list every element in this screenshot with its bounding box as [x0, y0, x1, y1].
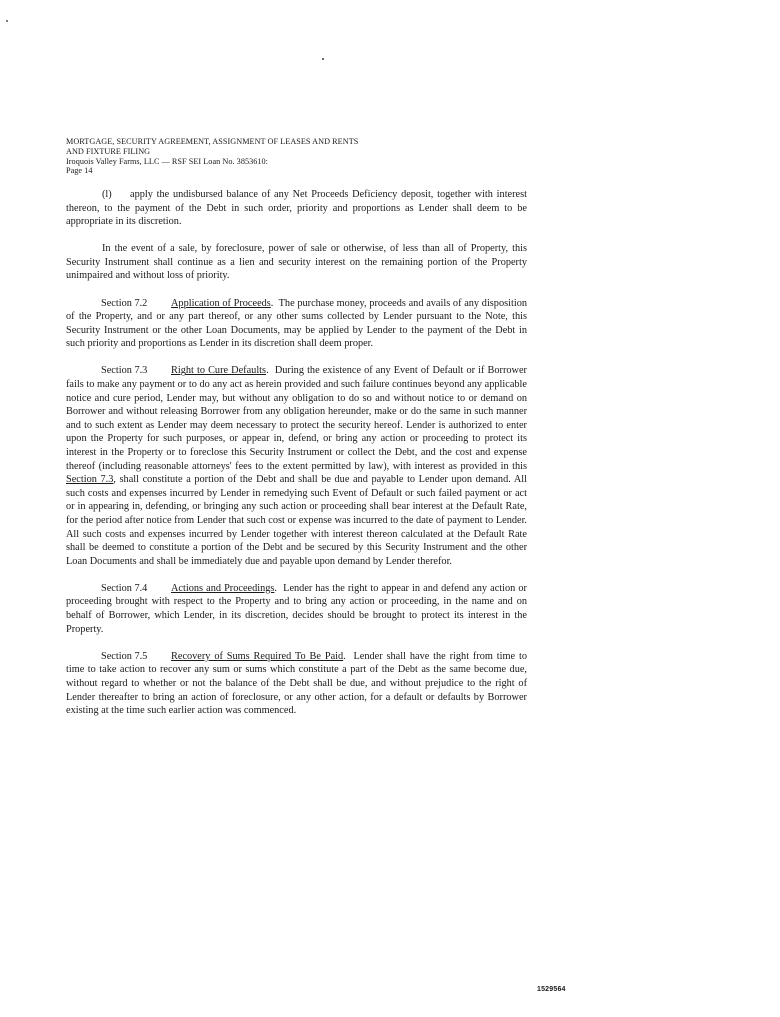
header-page-number: Page 14	[66, 166, 93, 176]
document-header	[66, 137, 536, 176]
section-cross-reference: Section 7.3	[66, 474, 114, 486]
scan-speck	[322, 58, 324, 60]
header-title-line2: AND FIXTURE FILING	[66, 146, 151, 156]
item-marker: (l)	[102, 189, 112, 200]
sale-paragraph-text: In the event of a sale, by foreclosure, power of sale or otherwise, of less than all of Property, this Security Instrument shall continue as a lien and security interest on the remaining portion of the Property unimpaired and without loss of priority.	[66, 243, 527, 282]
header-loan-line: Iroquois Valley Farms, LLC — RSF SEI Loan No. 3853610:	[66, 156, 269, 166]
section-7-3: Section 7.3 Right to Cure Defaults. During the existence of any Event of Default or if Borrower fails to make any payment or to do any act as herein provided and such failure continues beyond any applicable notice and cure period, Lender may, but without any obligation to do so and without notice to or demand on Borrower and without releasing Borrower from any obligation hereunder, make or do the same in such manner and to such extent as Lender may deem necessary to protect the security hereof. Lender is authorized to enter upon the Property for such purposes, or appear in, defend, or bring any action or proceeding to protect its interest in the Property or to foreclose this Security Instrument or collect the Debt, and the cost and expense thereof (including reasonable attorneys' fees to the extent permitted by law), with interest as provided in this Section 7.3, shall constitute a portion of the Debt and shall be due and payable to Lender upon demand. All such costs and expenses incurred by Lender in remedying such Event of Default or such failed payment or act or in appearing in, defending, or bringing any such action or proceeding shall bear interest at the Default Rate, for the period after notice from Lender that such cost or expense was incurred to the date of payment to Lender. All such costs and expenses incurred by Lender together with interest thereon calculated at the Default Rate shall be deemed to constitute a portion of the Debt and be secured by this Security Instrument and the other Loan Documents and shall be immediately due and payable upon demand by Lender therefor.	[66, 365, 527, 567]
scan-speck	[6, 20, 8, 22]
section-number: Section 7.2	[101, 297, 148, 309]
section-number: Section 7.4	[101, 582, 148, 594]
section-text: The purchase money, proceeds and avails of any disposition of the Property, and or any part thereof, or any other sums collected by Lender pursuant to the Note, this Security Instrument or the other Loan Documents, may be applied by Lender to the payment of the Debt in such priority and proportions as Lender in its discretion shall deem proper.	[66, 297, 527, 350]
item-text: apply the undisbursed balance of any Net Proceeds Deficiency deposit, together with interest thereon, to the payment of the Debt in such order, priority and proportions as Lender shall deem to be appropriate in its discretion.	[66, 189, 527, 228]
section-7-2: Section 7.2 Application of Proceeds. The purchase money, proceeds and avails of any disposition of the Property, and or any part thereof, or any other sums collected by Lender pursuant to the Note, this Security Instrument or the other Loan Documents, may be applied by Lender to the payment of the Debt in such priority and proportions as Lender in its discretion shall deem proper.	[66, 297, 527, 350]
header-title-line1: MORTGAGE, SECURITY AGREEMENT, ASSIGNMENT OF LEASES AND RENTS	[66, 137, 359, 146]
section-number: Section 7.5	[101, 650, 148, 662]
section-7-4: Section 7.4 Actions and Proceedings. Lender has the right to appear in and defend any action or proceeding brought with respect to the Property and to bring any action or proceeding, in the name and on behalf of Borrower, which Lender, in its discretion, decides should be brought to protect its interest in the Property.	[66, 582, 527, 635]
document-body	[66, 188, 527, 731]
sale-paragraph	[66, 242, 527, 283]
section-title: Actions and Proceedings	[171, 582, 275, 594]
section-text: Lender shall have the right from time to time to take action to recover any sum or sums which constitute a part of the Debt as the same become due, without regard to whether or not the balance of the Debt shall be due, and without prejudice to the right of Lender thereafter to bring an action of foreclosure, or any other action, for a default or defaults by Borrower existing at the time such earlier action was commenced.	[66, 650, 527, 717]
item-paragraph	[66, 188, 527, 229]
section-text: During the existence of any Event of Default or if Borrower fails to make any payment or to do any act as herein provided and such failure continues beyond any applicable notice and cure period, Lender may, but without any obligation to do so and without notice to or demand on Borrower and without releasing Borrower from any obligation hereunder, make or do the same in such manner and to such extent as Lender may deem necessary to protect the security hereof. Lender is authorized to enter upon the Property for such purposes, or appear in, defend, or bring any action or proceeding to protect its interest in the Property or to foreclose this Security Instrument or collect the Debt, and the cost and expense thereof (including reasonable attorneys' fees to the extent permitted by law), with interest as provided in this	[66, 365, 527, 472]
section-7-5: Section 7.5 Recovery of Sums Required To Be Paid. Lender shall have the right from time to time to take action to recover any sum or sums which constitute a part of the Debt as the same become due, without regard to whether or not the balance of the Debt shall be due, and without prejudice to the right of Lender thereafter to bring an action of foreclosure, or any other action, for a default or defaults by Borrower existing at the time such earlier action was commenced.	[66, 650, 527, 717]
document-number: 1529564	[537, 986, 566, 993]
section-number: Section 7.3	[101, 365, 148, 377]
section-title: Right to Cure Defaults	[171, 365, 267, 377]
section-title: Recovery of Sums Required To Be Paid	[171, 650, 344, 662]
section-title: Application of Proceeds	[171, 297, 271, 309]
section-text-continued: , shall constitute a portion of the Debt and shall be due and payable to Lender upon demand. All such costs and expenses incurred by Lender in remedying such Event of Default or such failed payment or act or in appearing in, defending, or bringing any such action or proceeding shall bear interest at the Default Rate, for the period after notice from Lender that such cost or expense was incurred to the date of payment to Lender. All such costs and expenses incurred by Lender together with interest thereon calculated at the Default Rate shall be deemed to constitute a portion of the Debt and be secured by this Security Instrument and the other Loan Documents and shall be immediately due and payable upon demand by Lender therefor.	[66, 474, 527, 567]
section-text: Lender has the right to appear in and defend any action or proceeding brought with respect to the Property and to bring any action or proceeding, in the name and on behalf of Borrower, which Lender, in its discretion, decides should be brought to protect its interest in the Property.	[66, 582, 527, 635]
